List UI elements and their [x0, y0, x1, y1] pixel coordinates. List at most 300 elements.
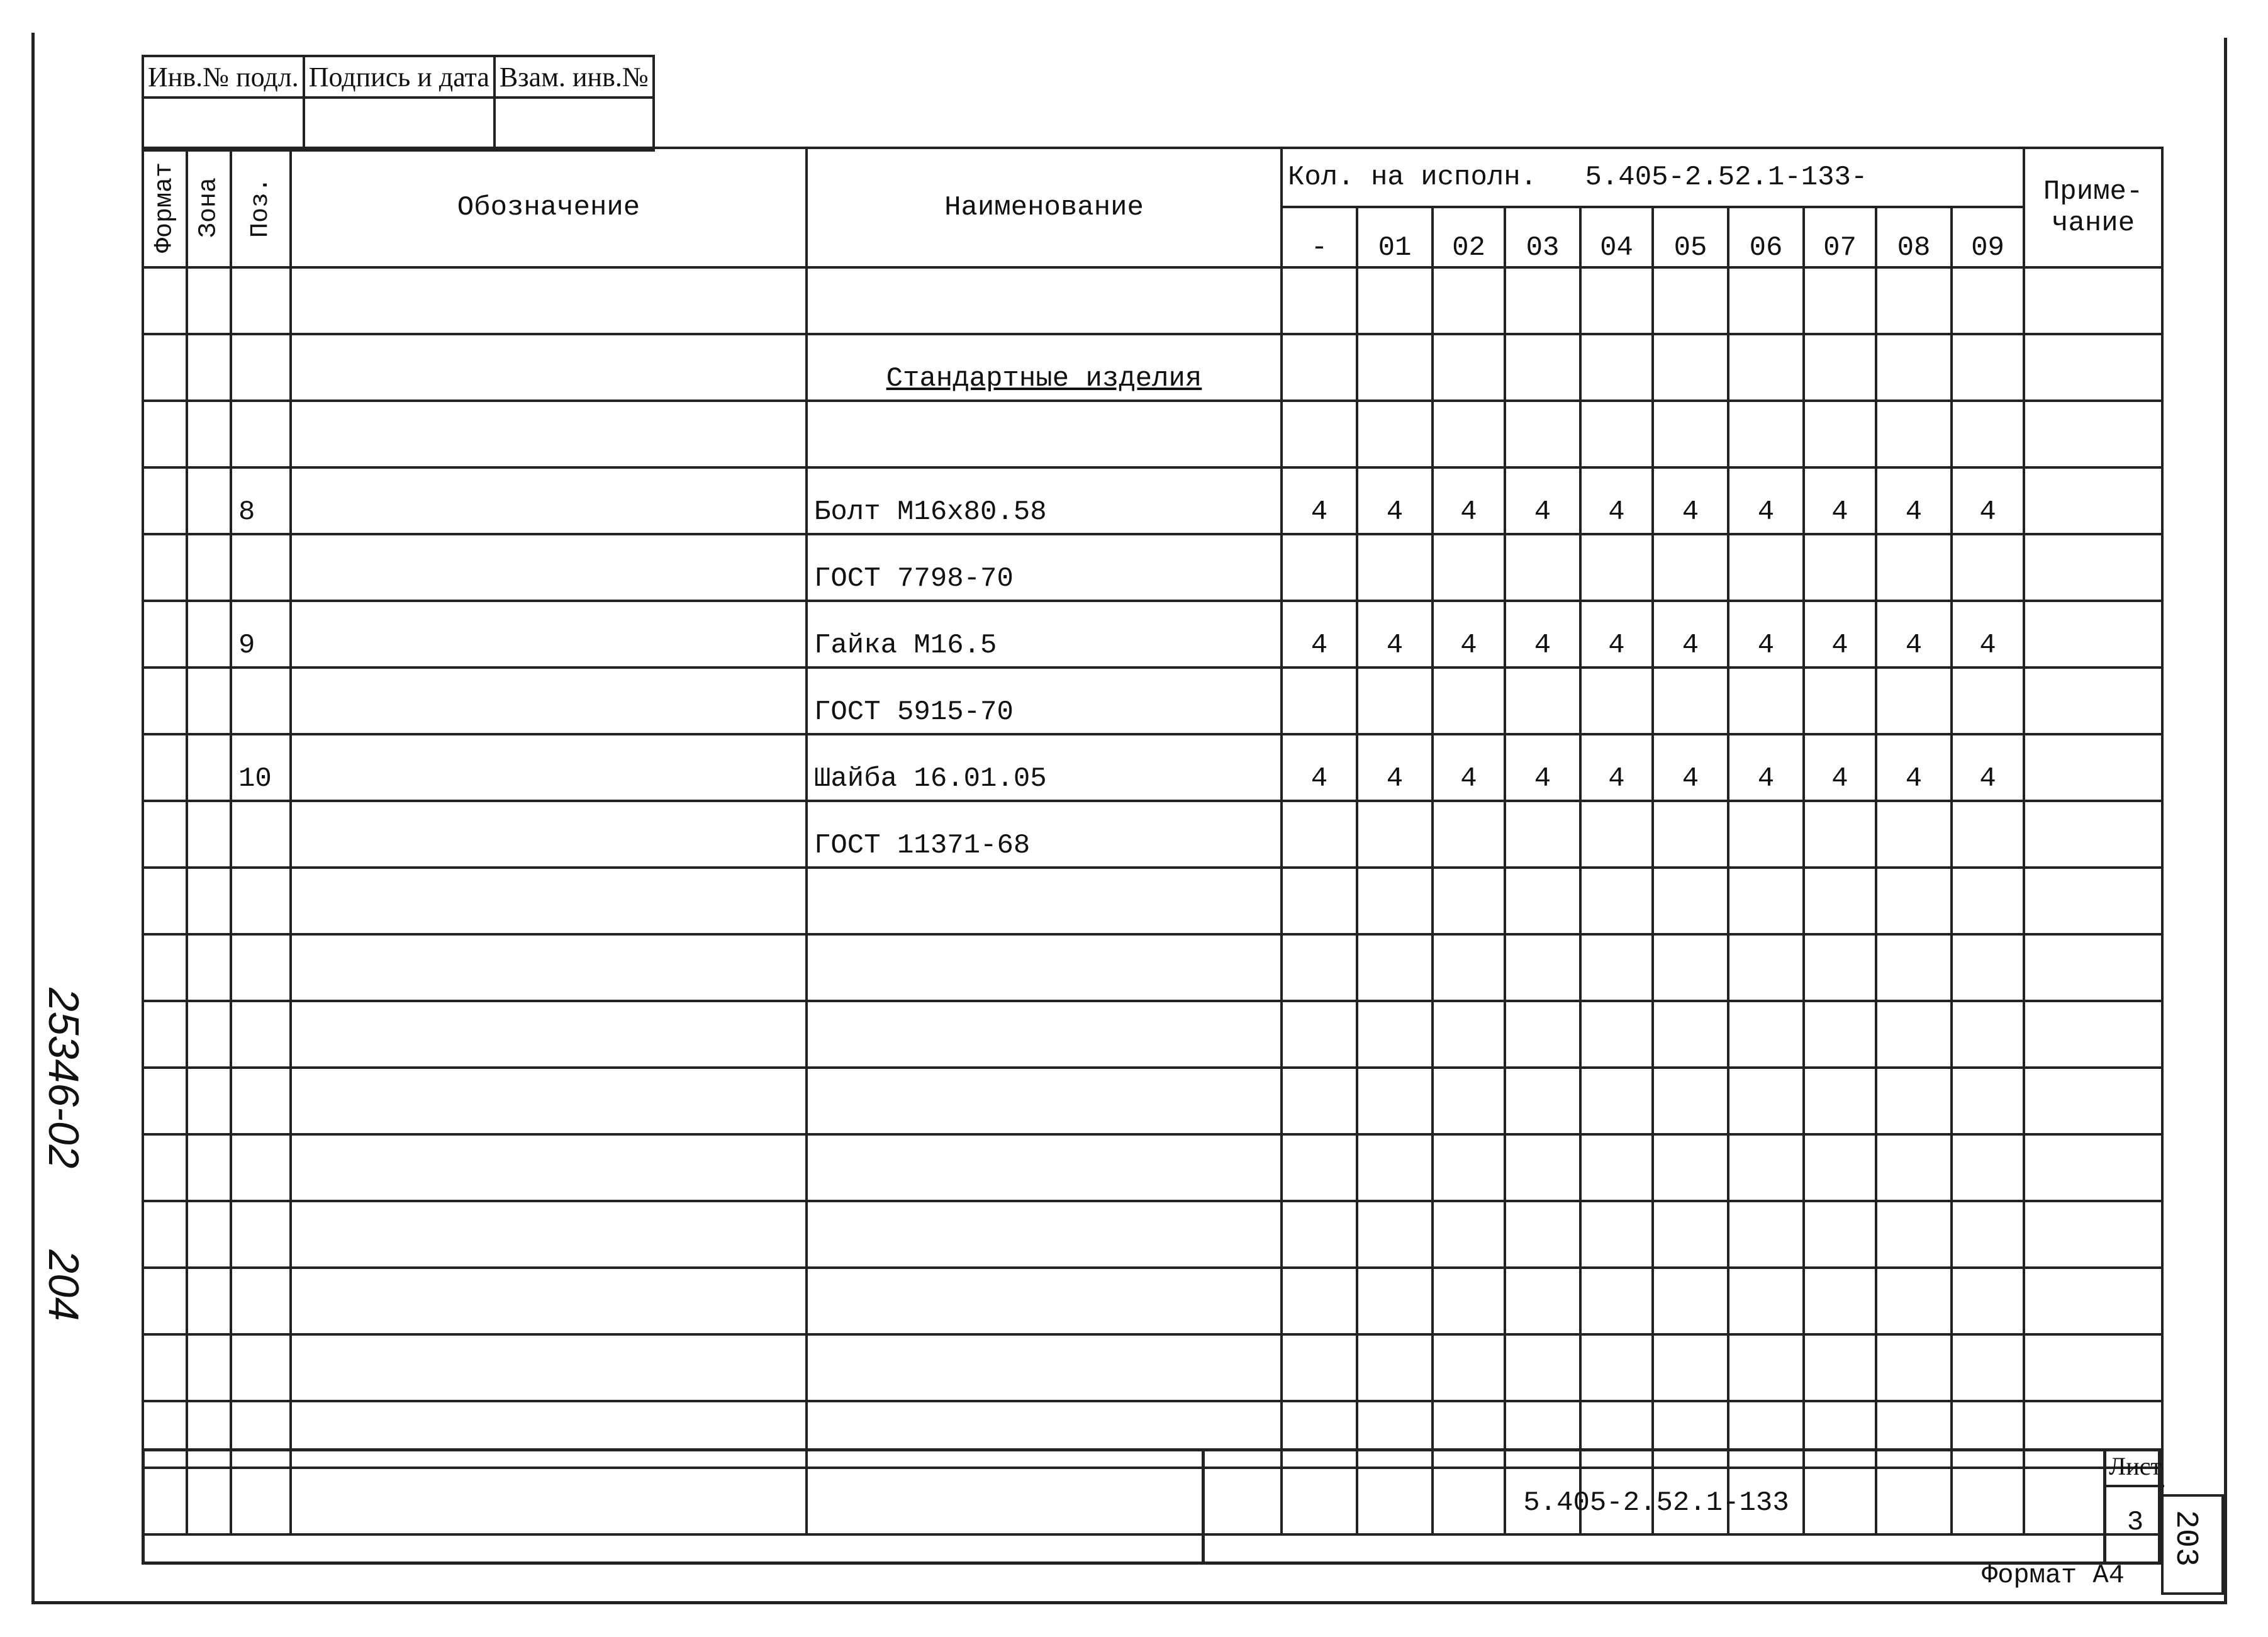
cell-quantity	[1804, 668, 1876, 734]
cell-name	[807, 934, 1282, 1001]
cell-note	[2024, 534, 2162, 601]
table-row	[143, 467, 2162, 534]
cell-quantity	[1505, 1001, 1580, 1068]
cell-quantity	[1580, 401, 1653, 467]
cell-quantity	[1728, 267, 1804, 334]
cell-designation	[291, 868, 807, 934]
cell-note	[2024, 267, 2162, 334]
cell-quantity	[1952, 1268, 2024, 1334]
cell-quantity	[1728, 1334, 1804, 1401]
cell-quantity	[1580, 267, 1653, 334]
cell-zone	[187, 334, 231, 401]
title-block	[142, 1448, 2161, 1565]
table-row	[143, 334, 2162, 401]
cell-quantity	[1433, 934, 1505, 1001]
cell-name: Гайка М16.5	[807, 601, 1282, 668]
cell-quantity	[1804, 868, 1876, 934]
cell-zone	[187, 1201, 231, 1268]
stamp-inv-no-header: Инв.№ подл.	[143, 56, 304, 98]
stamp-replaced-inv-header: Взам. инв.№	[494, 56, 654, 98]
cell-quantity	[1580, 1134, 1653, 1201]
cell-quantity	[1728, 1201, 1804, 1268]
cell-note	[2024, 334, 2162, 401]
cell-quantity: 4	[1653, 734, 1728, 801]
variant-header-01: 01	[1357, 207, 1433, 267]
cell-zone	[187, 601, 231, 668]
cell-format	[143, 734, 187, 801]
cell-zone	[187, 934, 231, 1001]
cell-quantity	[1580, 1001, 1653, 1068]
variant-header-04: 04	[1580, 207, 1653, 267]
cell-quantity	[1804, 1134, 1876, 1201]
cell-quantity	[1804, 1201, 1876, 1268]
cell-quantity: 4	[1505, 467, 1580, 534]
cell-quantity: 4	[1505, 601, 1580, 668]
cell-quantity	[1728, 334, 1804, 401]
cell-format	[143, 401, 187, 467]
table-row	[143, 601, 2162, 668]
cell-format	[143, 801, 187, 868]
cell-quantity	[1876, 334, 1952, 401]
cell-quantity	[1505, 267, 1580, 334]
specification-table	[142, 147, 2164, 1536]
cell-quantity: 4	[1728, 734, 1804, 801]
cell-quantity	[1804, 1334, 1876, 1401]
cell-quantity: 4	[1580, 467, 1653, 534]
cell-quantity	[1653, 668, 1728, 734]
cell-quantity	[1357, 401, 1433, 467]
cell-quantity	[1728, 1134, 1804, 1201]
cell-quantity: 4	[1580, 601, 1653, 668]
cell-quantity	[1728, 1001, 1804, 1068]
cell-quantity: 4	[1282, 734, 1357, 801]
table-row	[143, 934, 2162, 1001]
cell-quantity	[1433, 1268, 1505, 1334]
cell-quantity	[1433, 1001, 1505, 1068]
cell-quantity	[1804, 1068, 1876, 1134]
cell-zone	[187, 1068, 231, 1134]
cell-quantity: 4	[1728, 601, 1804, 668]
header-quantity	[1282, 148, 2024, 207]
cell-quantity	[1580, 534, 1653, 601]
cell-name: ГОСТ 7798-70	[807, 534, 1282, 601]
cell-designation	[291, 467, 807, 534]
handwritten-side-note	[39, 988, 88, 1390]
cell-quantity: 4	[1433, 601, 1505, 668]
cell-quantity	[1653, 267, 1728, 334]
cell-position	[231, 334, 291, 401]
cell-designation	[291, 267, 807, 334]
table-row	[143, 401, 2162, 467]
cell-designation	[291, 734, 807, 801]
cell-note	[2024, 1201, 2162, 1268]
cell-quantity	[1580, 1068, 1653, 1134]
cell-quantity	[1580, 868, 1653, 934]
table-row	[143, 267, 2162, 334]
cell-quantity	[1282, 934, 1357, 1001]
cell-quantity	[1282, 1201, 1357, 1268]
cell-quantity: 4	[1282, 467, 1357, 534]
cell-designation	[291, 1334, 807, 1401]
cell-quantity: 4	[1952, 734, 2024, 801]
cell-quantity	[1580, 1268, 1653, 1334]
cell-position: 9	[231, 601, 291, 668]
cell-zone	[187, 668, 231, 734]
variant-header-07: 07	[1804, 207, 1876, 267]
cell-quantity	[1653, 334, 1728, 401]
cell-format	[143, 334, 187, 401]
cell-zone	[187, 1334, 231, 1401]
cell-format	[143, 868, 187, 934]
cell-quantity: 4	[1282, 601, 1357, 668]
cell-quantity	[1728, 534, 1804, 601]
cell-quantity	[1728, 1268, 1804, 1334]
cell-quantity: 4	[1804, 734, 1876, 801]
frame-bottom-border	[31, 1601, 2227, 1604]
cell-quantity	[1505, 668, 1580, 734]
cell-quantity	[1952, 1134, 2024, 1201]
cell-note	[2024, 1268, 2162, 1334]
variant-header-03: 03	[1505, 207, 1580, 267]
cell-position: 8	[231, 467, 291, 534]
cell-format	[143, 467, 187, 534]
cell-quantity: 4	[1433, 467, 1505, 534]
cell-quantity	[1952, 1068, 2024, 1134]
table-row	[143, 734, 2162, 801]
cell-quantity: 4	[1653, 601, 1728, 668]
cell-zone	[187, 1268, 231, 1334]
cell-name	[807, 1201, 1282, 1268]
cell-quantity: 4	[1505, 734, 1580, 801]
cell-quantity	[1876, 1201, 1952, 1268]
cell-quantity	[1952, 1201, 2024, 1268]
cell-quantity	[1653, 1134, 1728, 1201]
cell-quantity	[1433, 1334, 1505, 1401]
cell-quantity	[1505, 401, 1580, 467]
sheet-label: Лист	[2106, 1448, 2164, 1487]
cell-quantity	[1505, 1201, 1580, 1268]
cell-quantity	[1952, 1001, 2024, 1068]
cell-note	[2024, 401, 2162, 467]
cell-format	[143, 1201, 187, 1268]
cell-quantity	[1357, 267, 1433, 334]
cell-note	[2024, 868, 2162, 934]
cell-position	[231, 401, 291, 467]
cell-note	[2024, 934, 2162, 1001]
cell-designation	[291, 1001, 807, 1068]
cell-zone	[187, 1134, 231, 1201]
cell-format	[143, 1268, 187, 1334]
variant-header-05: 05	[1653, 207, 1728, 267]
cell-quantity	[1433, 334, 1505, 401]
cell-quantity	[1876, 934, 1952, 1001]
cell-format	[143, 1134, 187, 1201]
cell-format	[143, 534, 187, 601]
table-row	[143, 1268, 2162, 1334]
header-quantity-label: Кол. на исполн.	[1288, 162, 1538, 193]
cell-format	[143, 934, 187, 1001]
cell-position	[231, 1134, 291, 1201]
cell-note	[2024, 734, 2162, 801]
cell-quantity	[1357, 1268, 1433, 1334]
header-format: Формат	[143, 148, 187, 267]
cell-quantity	[1653, 1268, 1728, 1334]
cell-quantity	[1876, 1268, 1952, 1334]
cell-quantity: 4	[1357, 601, 1433, 668]
cell-name: Шайба 16.01.05	[807, 734, 1282, 801]
cell-note	[2024, 1334, 2162, 1401]
cell-designation	[291, 1068, 807, 1134]
cell-zone	[187, 801, 231, 868]
cell-quantity: 4	[1580, 734, 1653, 801]
cell-designation	[291, 1268, 807, 1334]
variant-header-06: 06	[1728, 207, 1804, 267]
cell-quantity	[1876, 868, 1952, 934]
table-row	[143, 868, 2162, 934]
cell-format	[143, 601, 187, 668]
cell-designation	[291, 401, 807, 467]
cell-quantity	[1728, 868, 1804, 934]
cell-position	[231, 267, 291, 334]
cell-quantity: 4	[1804, 601, 1876, 668]
cell-quantity	[1433, 801, 1505, 868]
cell-quantity	[1653, 1001, 1728, 1068]
cell-quantity	[1357, 1001, 1433, 1068]
table-row	[143, 534, 2162, 601]
cell-quantity	[1282, 1134, 1357, 1201]
cell-format	[143, 1001, 187, 1068]
cell-quantity: 4	[1357, 467, 1433, 534]
cell-name	[807, 1334, 1282, 1401]
cell-quantity	[1505, 534, 1580, 601]
cell-quantity	[1728, 934, 1804, 1001]
cell-position: 10	[231, 734, 291, 801]
cell-quantity	[1952, 668, 2024, 734]
cell-quantity	[1876, 267, 1952, 334]
cell-quantity	[1804, 934, 1876, 1001]
cell-quantity	[1876, 1001, 1952, 1068]
cell-format	[143, 1068, 187, 1134]
cell-position	[231, 801, 291, 868]
specification-body	[143, 267, 2162, 1534]
cell-quantity	[1282, 1001, 1357, 1068]
cell-quantity	[1876, 1134, 1952, 1201]
header-name: Наименование	[807, 148, 1282, 267]
variant-header-08: 08	[1876, 207, 1952, 267]
cell-designation	[291, 534, 807, 601]
table-row	[143, 1334, 2162, 1401]
cell-position	[231, 1268, 291, 1334]
cell-quantity	[1876, 1068, 1952, 1134]
cell-note	[2024, 467, 2162, 534]
approval-stamp	[142, 55, 655, 152]
cell-quantity	[1433, 1068, 1505, 1134]
cell-quantity	[1952, 934, 2024, 1001]
cell-quantity: 4	[1876, 734, 1952, 801]
frame-right-border	[2224, 38, 2227, 1604]
cell-quantity	[1728, 1068, 1804, 1134]
cell-note	[2024, 801, 2162, 868]
cell-quantity: 4	[1952, 601, 2024, 668]
cell-quantity	[1357, 668, 1433, 734]
header-note-line2: чание	[2052, 208, 2135, 239]
format-label: Формат А4	[1982, 1560, 2125, 1590]
cell-quantity	[1282, 1068, 1357, 1134]
cell-quantity	[1282, 334, 1357, 401]
cell-zone	[187, 467, 231, 534]
table-row	[143, 1134, 2162, 1201]
cell-quantity	[1653, 1068, 1728, 1134]
cell-quantity: 4	[1653, 467, 1728, 534]
stamp-replaced-inv-cell	[494, 98, 654, 150]
cell-zone	[187, 734, 231, 801]
cell-quantity	[1505, 1068, 1580, 1134]
cell-quantity	[1433, 1201, 1505, 1268]
cell-quantity	[1804, 401, 1876, 467]
cell-quantity	[1952, 868, 2024, 934]
cell-quantity	[1804, 801, 1876, 868]
cell-quantity	[1505, 801, 1580, 868]
cell-quantity	[1653, 1201, 1728, 1268]
header-designation: Обозначение	[291, 148, 807, 267]
cell-note	[2024, 668, 2162, 734]
cell-quantity	[1357, 1068, 1433, 1134]
cell-name	[807, 1134, 1282, 1201]
cell-quantity	[1282, 1334, 1357, 1401]
cell-name: Стандартные изделия	[807, 334, 1282, 401]
variant-header-09: 09	[1952, 207, 2024, 267]
cell-quantity	[1653, 1334, 1728, 1401]
cell-quantity	[1282, 401, 1357, 467]
cell-format	[143, 668, 187, 734]
cell-note	[2024, 601, 2162, 668]
cell-quantity	[1580, 801, 1653, 868]
title-block-sheet	[2103, 1448, 2164, 1565]
cell-quantity	[1505, 334, 1580, 401]
cell-name: ГОСТ 11371-68	[807, 801, 1282, 868]
header-note-line1: Приме-	[2043, 176, 2143, 208]
cell-designation	[291, 1134, 807, 1201]
cell-quantity	[1282, 668, 1357, 734]
cell-position	[231, 1334, 291, 1401]
table-row	[143, 801, 2162, 868]
cell-quantity	[1653, 401, 1728, 467]
cell-quantity	[1505, 934, 1580, 1001]
cell-designation	[291, 801, 807, 868]
cell-designation	[291, 1201, 807, 1268]
frame-left-border	[31, 33, 35, 1602]
cell-quantity: 4	[1876, 467, 1952, 534]
cell-quantity	[1804, 1268, 1876, 1334]
cell-position	[231, 1201, 291, 1268]
page-number: 203	[2167, 1510, 2203, 1567]
cell-quantity	[1653, 801, 1728, 868]
cell-quantity	[1505, 1268, 1580, 1334]
cell-quantity	[1357, 868, 1433, 934]
cell-quantity	[1505, 1134, 1580, 1201]
table-row	[143, 668, 2162, 734]
title-block-code-cell	[1202, 1448, 2108, 1565]
header-zone: Зона	[187, 148, 231, 267]
cell-quantity	[1952, 334, 2024, 401]
cell-zone	[187, 267, 231, 334]
cell-quantity	[1505, 1334, 1580, 1401]
cell-name	[807, 1268, 1282, 1334]
cell-quantity	[1580, 1334, 1653, 1401]
cell-name	[807, 868, 1282, 934]
stamp-signature-date-cell	[304, 98, 494, 150]
cell-quantity: 4	[1952, 467, 2024, 534]
cell-note	[2024, 1068, 2162, 1134]
cell-position	[231, 1068, 291, 1134]
cell-note	[2024, 1134, 2162, 1201]
cell-name: Болт М16x80.58	[807, 467, 1282, 534]
cell-quantity: 4	[1804, 467, 1876, 534]
cell-zone	[187, 534, 231, 601]
table-row	[143, 1001, 2162, 1068]
cell-format	[143, 1334, 187, 1401]
cell-quantity	[1728, 668, 1804, 734]
cell-quantity	[1728, 401, 1804, 467]
cell-quantity	[1653, 534, 1728, 601]
cell-quantity	[1505, 868, 1580, 934]
cell-quantity	[1804, 267, 1876, 334]
cell-quantity	[1876, 668, 1952, 734]
cell-quantity	[1580, 668, 1653, 734]
cell-quantity	[1433, 668, 1505, 734]
cell-quantity	[1433, 868, 1505, 934]
header-note	[2024, 148, 2162, 267]
cell-quantity	[1357, 534, 1433, 601]
cell-quantity	[1282, 534, 1357, 601]
cell-quantity	[1728, 801, 1804, 868]
cell-position	[231, 868, 291, 934]
variant-header-02: 02	[1433, 207, 1505, 267]
cell-designation	[291, 934, 807, 1001]
cell-position	[231, 1001, 291, 1068]
stamp-signature-date-header: Подпись и дата	[304, 56, 494, 98]
header-doc-code: 5.405-2.52.1-133	[1585, 162, 1851, 193]
cell-quantity	[1433, 267, 1505, 334]
cell-name	[807, 267, 1282, 334]
cell-quantity	[1653, 934, 1728, 1001]
cell-quantity	[1357, 1334, 1433, 1401]
header-position: Поз.	[231, 148, 291, 267]
cell-quantity	[1804, 334, 1876, 401]
cell-name	[807, 1001, 1282, 1068]
cell-name: ГОСТ 5915-70	[807, 668, 1282, 734]
cell-quantity	[1282, 801, 1357, 868]
cell-quantity	[1876, 1334, 1952, 1401]
cell-quantity	[1357, 334, 1433, 401]
side-note-code: 25346-02	[40, 988, 87, 1169]
side-note-page: 204	[40, 1249, 87, 1321]
cell-quantity	[1952, 401, 2024, 467]
title-block-code: 5.405-2.52.1-133	[1523, 1487, 1789, 1519]
cell-quantity	[1952, 1334, 2024, 1401]
cell-quantity	[1433, 401, 1505, 467]
stamp-inv-no-cell	[143, 98, 304, 150]
cell-position	[231, 534, 291, 601]
cell-position	[231, 934, 291, 1001]
table-row	[143, 1201, 2162, 1268]
cell-designation	[291, 601, 807, 668]
cell-position	[231, 668, 291, 734]
cell-quantity	[1580, 1201, 1653, 1268]
cell-designation	[291, 668, 807, 734]
cell-quantity	[1433, 1134, 1505, 1201]
cell-note	[2024, 1001, 2162, 1068]
